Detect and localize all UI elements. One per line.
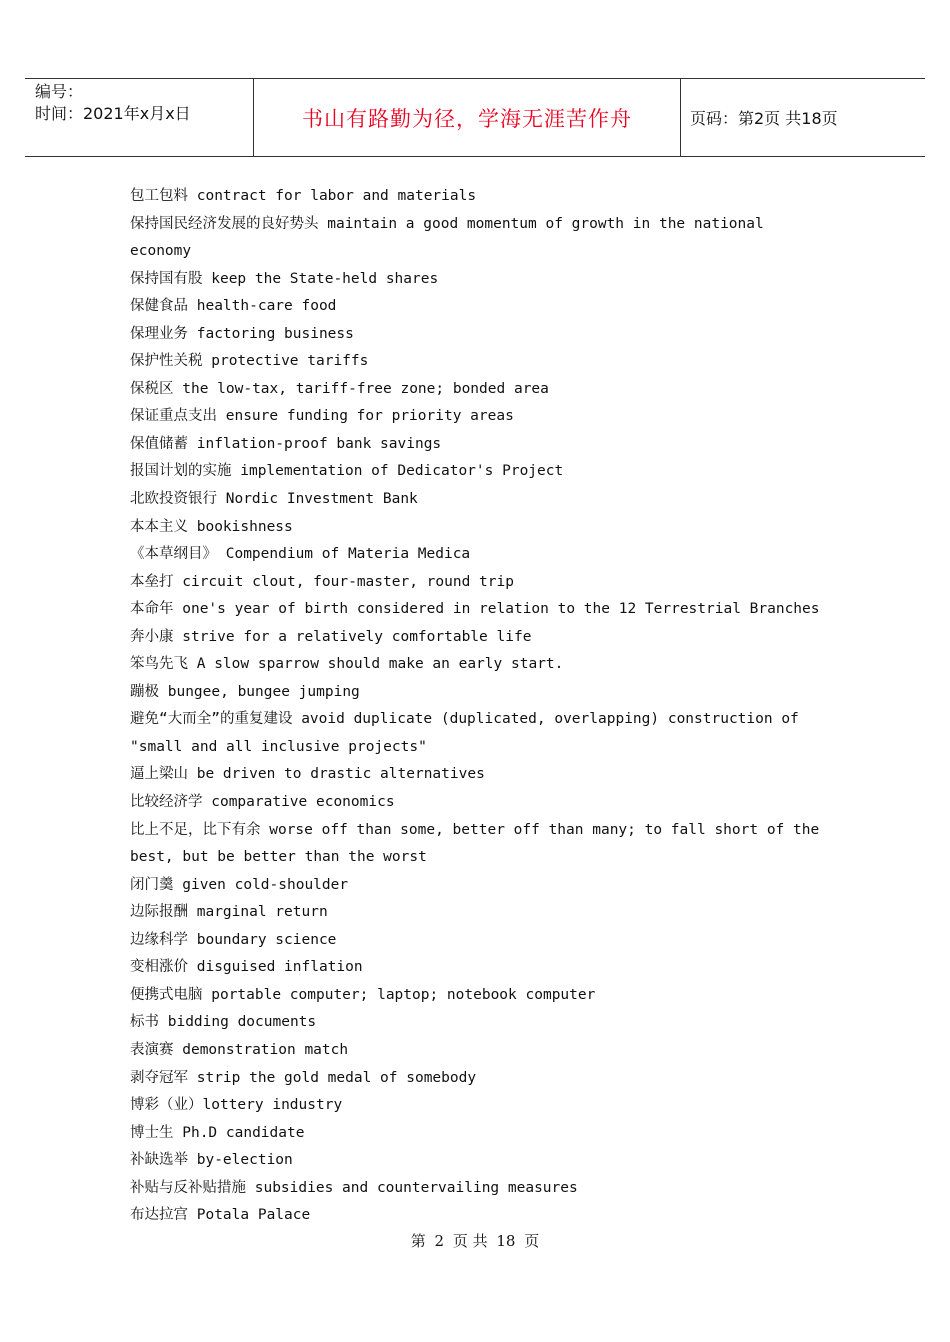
glossary-line: 比上不足，比下有余 worse off than some, better off than many; to fall short of the [130,821,820,838]
footer-suffix: 页 [524,1232,540,1250]
glossary-line: 变相涨价 disguised inflation [130,959,363,976]
glossary-line: 本本主义 bookishness [130,518,293,535]
header-page-cell [680,79,925,156]
glossary-line: 补贴与反补贴措施 subsidies and countervailing measures [130,1179,578,1196]
glossary-line: 保持国民经济发展的良好势头 maintain a good momentum of growth in the national [130,215,764,232]
footer-total-pages: 18 [496,1232,516,1250]
footer-prefix: 第 [410,1232,426,1250]
glossary-line: 本命年 one's year of birth considered in relation to the 12 Terrestrial Branches [130,601,820,618]
glossary-line: 补缺选举 by-election [130,1152,293,1169]
glossary-line: 避免“大而全”的重复建设 avoid duplicate (duplicated, overlapping) construction of [130,711,799,728]
page-footer [0,1230,950,1251]
glossary-line: 保证重点支出 ensure funding for priority areas [130,408,514,425]
glossary-line: 比较经济学 comparative economics [130,794,395,811]
glossary-line: "small and all inclusive projects" [130,738,427,755]
glossary-line: 闭门羹 given cold-shoulder [130,876,349,893]
glossary-line: 逼上梁山 be driven to drastic alternatives [130,766,485,783]
header-motto-cell [253,79,681,156]
footer-middle: 页 共 [452,1232,488,1250]
glossary-line: 表演赛 demonstration match [130,1041,349,1058]
header-meta-cell [25,79,253,156]
glossary-line: economy [130,243,192,260]
glossary-line: 保理业务 factoring business [130,325,354,342]
glossary-line: best, but be better than the worst [130,849,427,866]
glossary-line: 标书 bidding documents [130,1014,317,1031]
glossary-line: 笨鸟先飞 A slow sparrow should make an early start. [130,656,564,673]
glossary-line: 本垒打 circuit clout, four-master, round trip [130,573,514,590]
motto-text: 书山有路勤为径，学海无涯苦作舟 [302,106,632,131]
glossary-line: 奔小康 strive for a relatively comfortable life [130,628,532,645]
page-header [25,78,925,157]
glossary-line: 保健食品 health-care food [130,298,337,315]
glossary-line: 保护性关税 protective tariffs [130,353,369,370]
glossary-line: 《本草纲目》 Compendium of Materia Medica [130,546,471,563]
footer-page-number: 2 [434,1232,445,1250]
page-info: 页码：第2页 共18页 [690,109,838,128]
glossary-line: 保税区 the low-tax, tariff-free zone; bonded area [130,380,549,397]
glossary-line: 边缘科学 boundary science [130,931,337,948]
glossary-line: 博彩（业）lottery industry [130,1097,343,1114]
glossary-line: 包工包料 contract for labor and materials [130,188,477,204]
number-label: 编号： [35,82,84,101]
glossary-line: 保持国有股 keep the State-held shares [130,270,439,287]
glossary-line: 剥夺冠军 strip the gold medal of somebody [130,1069,477,1086]
time-label: 时间：2021年x月x日 [35,104,191,123]
glossary-entries [130,183,830,1230]
glossary-line: 蹦极 bungee, bungee jumping [130,683,360,700]
glossary-line: 便携式电脑 portable computer; laptop; notebook computer [130,986,596,1003]
glossary-line: 博士生 Ph.D candidate [130,1124,305,1141]
glossary-line: 保值储蓄 inflation-proof bank savings [130,435,442,452]
glossary-line: 北欧投资银行 Nordic Investment Bank [130,491,418,508]
glossary-line: 边际报酬 marginal return [130,904,328,921]
glossary-line: 报国计划的实施 implementation of Dedicator's Project [130,463,564,480]
glossary-line: 布达拉宫 Potala Palace [130,1207,311,1224]
